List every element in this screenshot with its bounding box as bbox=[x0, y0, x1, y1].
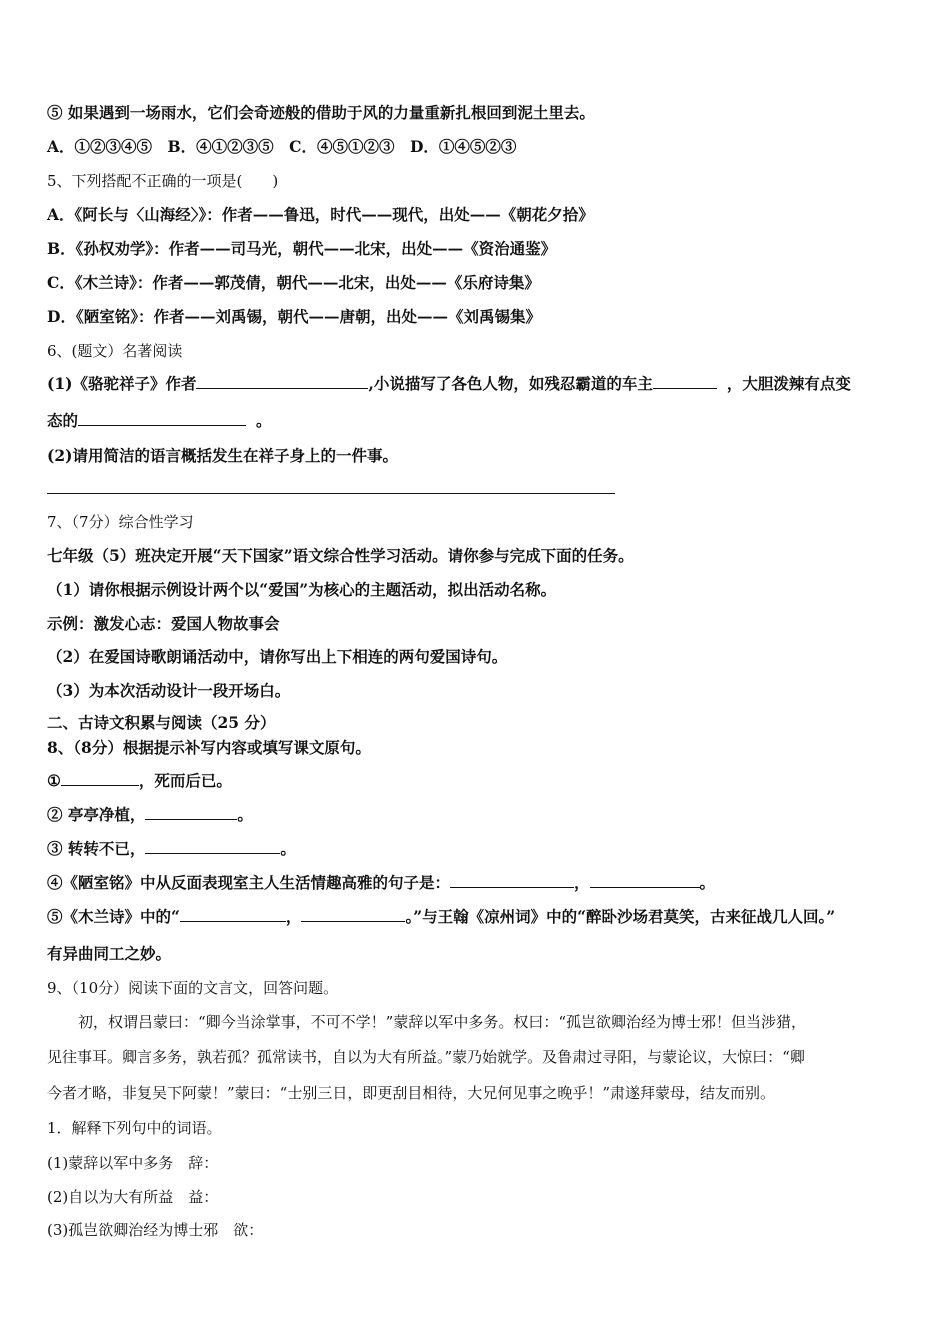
question-8-title: 8、（8分）根据提示补写内容或填写课文原句。 bbox=[47, 738, 371, 757]
option-item-5: ⑤ 如果遇到一场雨水，它们会奇迹般的借助于风的力量重新扎根回到泥土里去。 bbox=[47, 103, 595, 122]
q9-passage-line-2: 见往事耳。卿言多务，孰若孤？孤常读书，自以为大有所益。”蒙乃始就学。及鲁肃过寻阳，与蒙论议，大惊曰：“卿 bbox=[47, 1048, 805, 1066]
q8-item-1 bbox=[47, 771, 232, 791]
blank-q8-4a[interactable] bbox=[450, 873, 574, 888]
question-6-title: 6、(题文）名著阅读 bbox=[47, 342, 183, 360]
answer-line[interactable] bbox=[47, 493, 615, 494]
q7-task-1: （1）请你根据示例设计两个以“爱国”为核心的主题活动，拟出活动名称。 bbox=[47, 580, 557, 599]
q6-part1-text-d: 态的 bbox=[47, 411, 79, 430]
q6-part1-text-a: (1)《骆驼祥子》作者 bbox=[47, 374, 197, 393]
q9-sub-1-2: (2)自以为大有所益 益： bbox=[47, 1188, 219, 1206]
q8-3-prefix: ③ 转转不已， bbox=[47, 839, 146, 858]
q8-2-suffix: 。 bbox=[237, 805, 253, 824]
q8-item-3 bbox=[47, 839, 296, 859]
q5-option-d: D．《陋室铭》：作者——刘禹锡，朝代——唐朝，出处——《刘禹锡集》 bbox=[47, 307, 541, 326]
q9-sub-1-1: (1)蒙辞以军中多务 辞： bbox=[47, 1154, 219, 1172]
q9-passage-line-1: 初，权谓吕蒙曰：“卿今当涂掌事，不可不学！”蒙辞以军中多务。权曰：“孤岂欲卿治经为博士邪！但当涉猎， bbox=[78, 1013, 807, 1031]
q5-option-a: A．《阿长与〈山海经〉》：作者——鲁迅，时代——现代，出处——《朝花夕拾》 bbox=[47, 205, 594, 224]
q9-subquestion-1: 1．解释下列句中的词语。 bbox=[47, 1119, 222, 1137]
q8-5-comma: ， bbox=[285, 907, 302, 926]
blank-q8-2[interactable] bbox=[145, 805, 237, 820]
question-7-title: 7、（7分）综合性学习 bbox=[47, 513, 194, 531]
q7-example: 示例：激发心志：爱国人物故事会 bbox=[47, 614, 280, 633]
q9-passage-line-3: 今者才略，非复吴下阿蒙！”蒙曰：“士别三日，即更刮目相待，大兄何见事之晚乎！”肃遂拜蒙母，结友而别。 bbox=[47, 1084, 776, 1102]
q7-intro: 七年级（5）班决定开展“天下国家”语文综合性学习活动。请你参与完成下面的任务。 bbox=[47, 546, 634, 565]
q6-part1-cont bbox=[47, 411, 272, 431]
q8-item-2 bbox=[47, 805, 253, 825]
blank-q8-5b[interactable] bbox=[301, 907, 405, 922]
q6-part1-text-e: 。 bbox=[256, 411, 272, 430]
q8-item-5 bbox=[47, 907, 835, 927]
question-5-title: 5、下列搭配不正确的一项是( ) bbox=[47, 172, 279, 190]
q8-5-prefix: ⑤《木兰诗》中的“ bbox=[47, 907, 180, 926]
q8-4-suffix: 。 bbox=[699, 873, 716, 892]
q6-part1-text-b: ,小说描写了各色人物，如残忍霸道的车主 bbox=[368, 374, 653, 393]
q5-option-b: B．《孙权劝学》：作者——司马光，朝代——北宋，出处——《资治通鉴》 bbox=[47, 239, 557, 258]
q8-1-suffix: ，死而后已。 bbox=[138, 771, 232, 790]
q5-option-c: C．《木兰诗》：作者——郭茂倩，朝代——北宋，出处——《乐府诗集》 bbox=[47, 273, 540, 292]
q8-item-4 bbox=[47, 873, 715, 893]
question-9-title: 9、（10分）阅读下面的文言文，回答问题。 bbox=[47, 979, 339, 997]
answer-options: A．①②③④⑤ B．④①②③⑤ C．④⑤①②③ D．①④⑤②③ bbox=[47, 137, 517, 156]
blank-q8-1[interactable] bbox=[61, 771, 139, 786]
q8-item-5-cont: 有异曲同工之妙。 bbox=[47, 944, 172, 963]
q8-4-comma: ， bbox=[574, 873, 590, 892]
blank-q8-4b[interactable] bbox=[590, 873, 700, 888]
q8-3-suffix: 。 bbox=[280, 839, 296, 858]
q8-4-prefix: ④《陋室铭》中从反面表现室主人生活情趣高雅的句子是： bbox=[47, 873, 451, 892]
blank-owner[interactable] bbox=[653, 374, 717, 389]
section-2-heading: 二、古诗文积累与阅读（25 分） bbox=[47, 713, 276, 732]
q9-sub-1-3: (3)孤岂欲卿治经为博士邪 欲： bbox=[47, 1221, 264, 1239]
q6-part1 bbox=[47, 374, 851, 394]
blank-character[interactable] bbox=[78, 411, 246, 426]
blank-q8-5a[interactable] bbox=[180, 907, 286, 922]
q8-5-suffix: 。”与王翰《凉州词》中的“醉卧沙场君莫笑，古来征战几人回。” bbox=[405, 907, 836, 926]
q8-1-prefix: ① bbox=[47, 771, 61, 790]
blank-q8-3[interactable] bbox=[145, 839, 280, 854]
q7-task-2: （2）在爱国诗歌朗诵活动中，请你写出上下相连的两句爱国诗句。 bbox=[47, 647, 508, 666]
blank-author[interactable] bbox=[196, 374, 368, 389]
q7-task-3: （3）为本次活动设计一段开场白。 bbox=[47, 681, 291, 700]
q6-part1-text-c: ，大胆泼辣有点变 bbox=[726, 374, 851, 393]
q8-2-prefix: ② 亭亭净植， bbox=[47, 805, 146, 824]
q6-part2: (2)请用简洁的语言概括发生在祥子身上的一件事。 bbox=[47, 446, 398, 465]
